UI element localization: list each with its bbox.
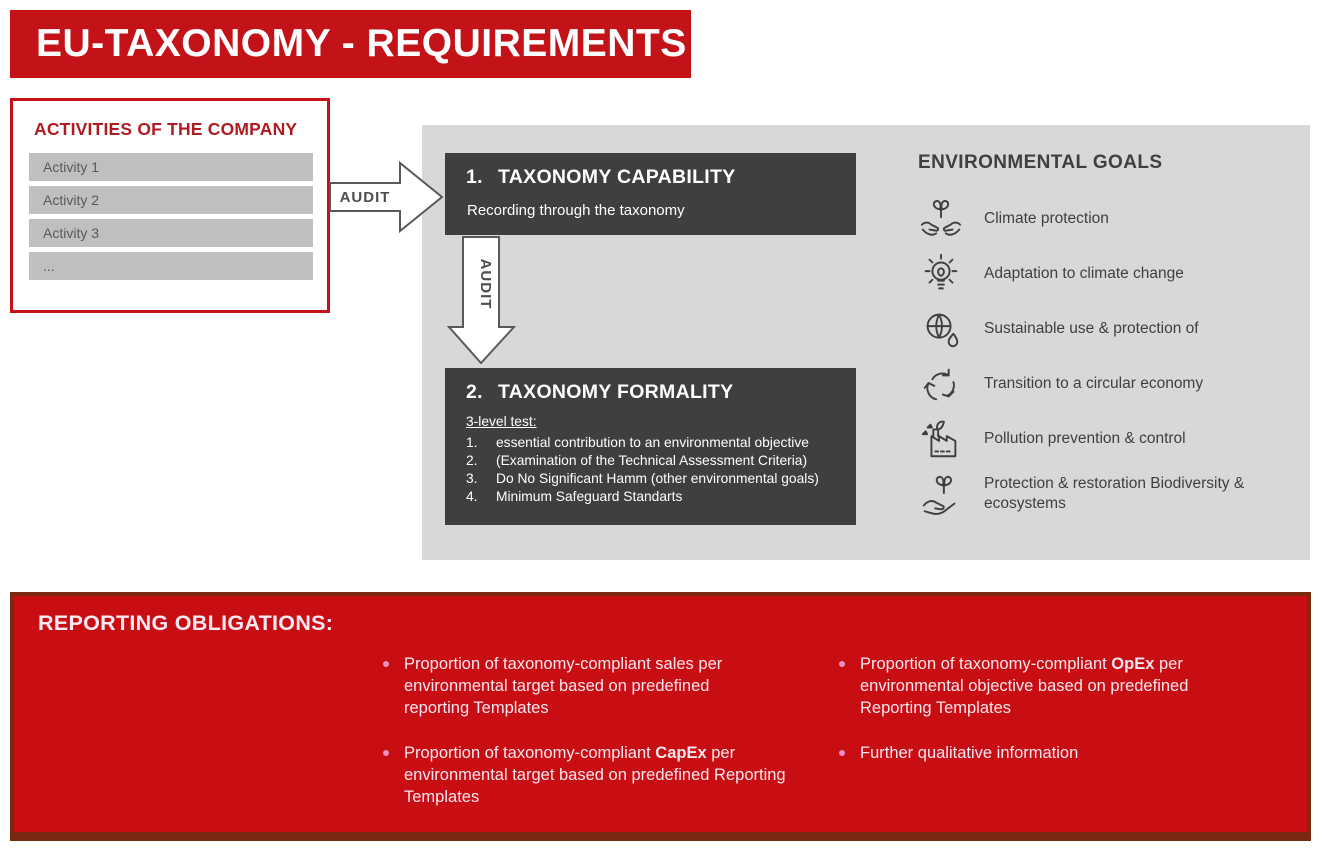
goal-row (918, 416, 1310, 462)
goal-label: Transition to a circular economy (984, 375, 1204, 392)
svg-text:AUDIT: AUDIT (477, 258, 494, 310)
activity-item: Activity 2 (29, 186, 313, 214)
formality-number: 2. (466, 381, 483, 403)
environmental-goals-title: ENVIRONMENTAL GOALS (918, 152, 1163, 173)
title-banner (10, 10, 691, 78)
goal-row (918, 361, 1310, 407)
reporting-obligations-box (10, 592, 1311, 841)
environmental-goals (918, 152, 1310, 526)
goal-row (918, 196, 1310, 242)
recycle-icon (918, 361, 964, 407)
reporting-bullet: Proportion of taxonomy-compliant CapEx per environmental target based on predefined Reporting Templates (377, 742, 822, 808)
goal-row (918, 251, 1310, 297)
activity-item: Activity 1 (29, 153, 313, 181)
svg-text:AUDIT: AUDIT (339, 189, 391, 206)
audit-arrow-down-icon (447, 236, 516, 365)
goal-label: Sustainable use & protection of (984, 320, 1199, 337)
level-test-item: 4. Minimum Safeguard Standarts (466, 489, 683, 504)
capability-title: TAXONOMY CAPABILITY (498, 166, 736, 188)
reporting-column-left (377, 653, 795, 831)
formality-title-row (445, 368, 856, 404)
level-test-item: 3. Do No Significant Hamm (other environmental goals) (466, 471, 819, 486)
activity-item: Activity 3 (29, 219, 313, 247)
bulb-leaf-icon (918, 251, 964, 297)
reporting-title: REPORTING OBLIGATIONS: (38, 611, 334, 635)
goal-row (918, 306, 1310, 352)
reporting-bullet: Proportion of taxonomy-compliant OpEx per environmental objective based on predefined Reporting Templates (833, 653, 1260, 719)
hand-plant-icon (918, 471, 964, 517)
goal-rows (918, 196, 1310, 517)
page-title: EU-TAXONOMY - REQUIREMENTS (36, 22, 687, 65)
goal-label: Adaptation to climate change (984, 265, 1184, 282)
formality-title: TAXONOMY FORMALITY (498, 381, 734, 403)
activity-item: ... (29, 252, 313, 280)
factory-leaf-icon (918, 416, 964, 462)
capability-subtitle: Recording through the taxonomy (467, 202, 685, 219)
taxonomy-capability-box (445, 153, 856, 235)
audit-arrow-right-icon (329, 158, 445, 236)
level-test-item: 1. essential contribution to an environmental objective (466, 435, 809, 450)
level-test-heading: 3-level test: (466, 414, 537, 429)
goal-label: Pollution prevention & control (984, 430, 1186, 447)
globe-drop-icon (918, 306, 964, 352)
capability-title-row (445, 153, 856, 189)
formality-content (445, 404, 856, 506)
activities-box (10, 98, 330, 313)
goal-label: Climate protection (984, 210, 1109, 227)
level-test-item: 2. (Examination of the Technical Assessment Criteria) (466, 453, 808, 468)
capability-number: 1. (466, 166, 483, 188)
taxonomy-formality-box (445, 368, 856, 525)
activities-list (29, 153, 313, 285)
reporting-bullet: Further qualitative information (833, 742, 1260, 764)
activities-title: ACTIVITIES OF THE COMPANY (34, 119, 298, 139)
goal-row (918, 471, 1310, 517)
goal-label: Protection & restoration Biodiversity & ecosystems (984, 475, 1245, 512)
reporting-column-right (833, 653, 1235, 787)
reporting-bullet: Proportion of taxonomy-compliant sales per environmental target based on predefined reporting Templates (377, 653, 776, 719)
hands-sprout-icon (918, 196, 964, 242)
